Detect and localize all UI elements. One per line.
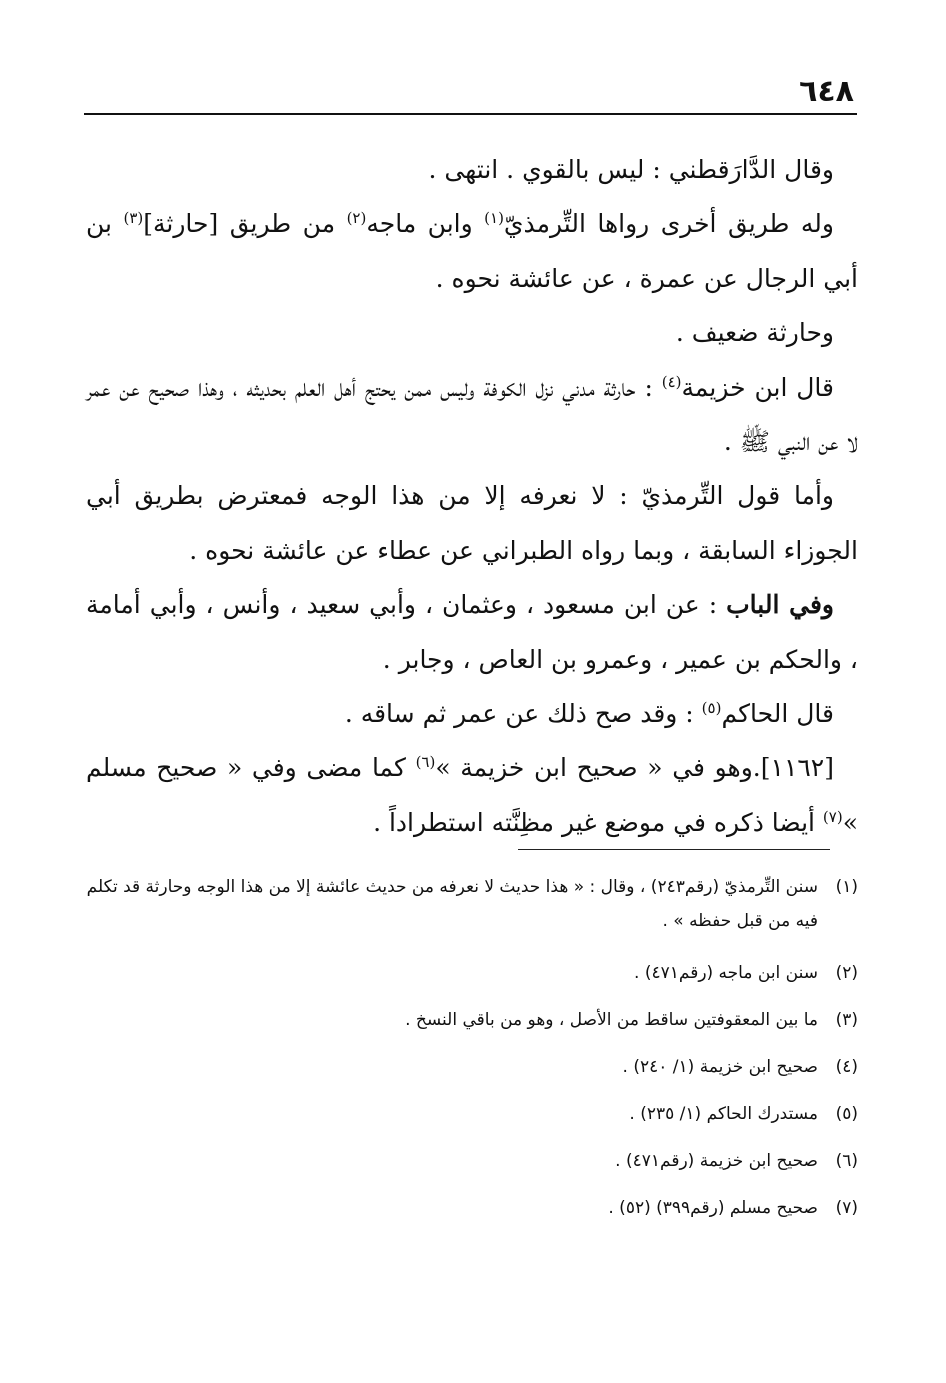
paragraph-text: : عن ابن مسعود ، وعثمان ، وأبي سعيد ، وأنس ، وأبي أمامة ، والحكم بن عمير ، وعمرو بن العاص ، وجابر . xyxy=(86,590,858,674)
footnote-ref-2[interactable]: (٢) xyxy=(346,209,367,228)
footnote-ref-5[interactable]: (٥) xyxy=(701,699,722,718)
footnote-text: صحيح ابن خزيمة (١/ ٢٤٠) . xyxy=(622,1057,818,1077)
paragraph-text: بن أبي الرجال عن عمرة ، عن عائشة نحوه . xyxy=(86,209,858,293)
footnote-text: صحيح ابن خزيمة (رقم٤٧١) . xyxy=(615,1151,818,1171)
footnote-number: (٤) xyxy=(835,1057,858,1077)
footnote-item xyxy=(86,875,858,938)
footnotes xyxy=(86,875,858,1243)
paragraph-haritha-weak xyxy=(86,306,858,360)
footnote-item xyxy=(86,1055,858,1079)
paragraph-text: وأما قول التِّرمذيّ : لا نعرفه إلا من هذا الوجه فمعترض بطريق أبي الجوزاء السابقة ، وبما رواه الطبراني عن عطاء عن عائشة نحوه . xyxy=(86,481,858,565)
footnote-text: سنن ابن ماجه (رقم٤٧١) . xyxy=(634,963,818,983)
paragraph-text: وله طريق أخرى رواها التِّرمذيّ xyxy=(503,209,834,239)
footnote-text: سنن التِّرمذيّ (رقم٢٤٣) ، وقال : « هذا حديث لا نعرفه من حديث عائشة إلا من هذا الوجه وحارثة قد تكلم فيه من قبل حفظه » . xyxy=(86,877,818,931)
footnote-ref-7[interactable]: (٧) xyxy=(822,807,843,826)
paragraph-text: وابن ماجه xyxy=(366,209,485,239)
footnote-item xyxy=(86,1196,858,1220)
paragraph-text: وقال الدَّارَقطني : ليس بالقوي . انتهى . xyxy=(428,155,834,184)
header-rule xyxy=(84,113,857,115)
paragraph-daraqutni xyxy=(86,143,858,197)
footnote-ref-4[interactable]: (٤) xyxy=(661,372,682,391)
footnote-number: (٧) xyxy=(835,1198,858,1218)
footnote-item xyxy=(86,1102,858,1126)
paragraph-text: : حارثة مدني نزل الكوفة وليس ممن يحتج أهل العلم بحديثه ، وهذا صحيح عن عمر لا عن النبي ﷺ . xyxy=(86,372,858,457)
paragraph-other-route xyxy=(86,197,858,306)
paragraph-ibn-khuzaymah xyxy=(86,361,858,470)
paragraph-text: قال الحاكم xyxy=(721,699,834,729)
footnote-ref-6[interactable]: (٦) xyxy=(415,753,436,772)
footnote-ref-3[interactable]: (٣) xyxy=(123,209,144,228)
section-label: وفي الباب xyxy=(726,590,834,620)
main-text xyxy=(86,143,858,850)
paragraph-tirmidhi-statement xyxy=(86,469,858,578)
paragraph-text: [١١٦٢].وهو في « صحيح ابن خزيمة » xyxy=(435,753,834,783)
paragraph-text: من طريق [حارثة] xyxy=(143,209,347,239)
footnote-text: صحيح مسلم (رقم٣٩٩) (٥٢) . xyxy=(608,1198,818,1218)
paragraph-text: : وقد صح ذلك عن عمر ثم ساقه . xyxy=(344,699,702,729)
footnote-item xyxy=(86,1149,858,1173)
footnote-separator xyxy=(518,849,830,850)
footnote-ref-1[interactable]: (١) xyxy=(484,209,504,228)
footnote-number: (١) xyxy=(835,877,858,897)
paragraph-text: كما مضى وفي « صحيح مسلم » xyxy=(86,753,858,837)
paragraph-in-the-chapter xyxy=(86,578,858,687)
footnote-number: (٣) xyxy=(835,1010,858,1030)
paragraph-text: أيضا ذكره في موضع غير مظِنَّته استطراداً . xyxy=(373,807,823,837)
footnote-item xyxy=(86,1008,858,1032)
footnote-number: (٦) xyxy=(835,1151,858,1171)
paragraph-hadith-1162 xyxy=(86,741,858,850)
footnote-text: مستدرك الحاكم (١/ ٢٣٥) . xyxy=(629,1104,818,1124)
paragraph-hakim xyxy=(86,687,858,741)
page-number: ٦٤٨ xyxy=(799,74,854,109)
footnote-item xyxy=(86,961,858,985)
paragraph-text: قال ابن خزيمة xyxy=(681,372,834,402)
footnote-number: (٢) xyxy=(835,963,858,983)
footnote-text: ما بين المعقوفتين ساقط من الأصل ، وهو من باقي النسخ . xyxy=(405,1010,818,1030)
paragraph-text: وحارثة ضعيف . xyxy=(675,318,834,348)
footnote-number: (٥) xyxy=(835,1104,858,1124)
